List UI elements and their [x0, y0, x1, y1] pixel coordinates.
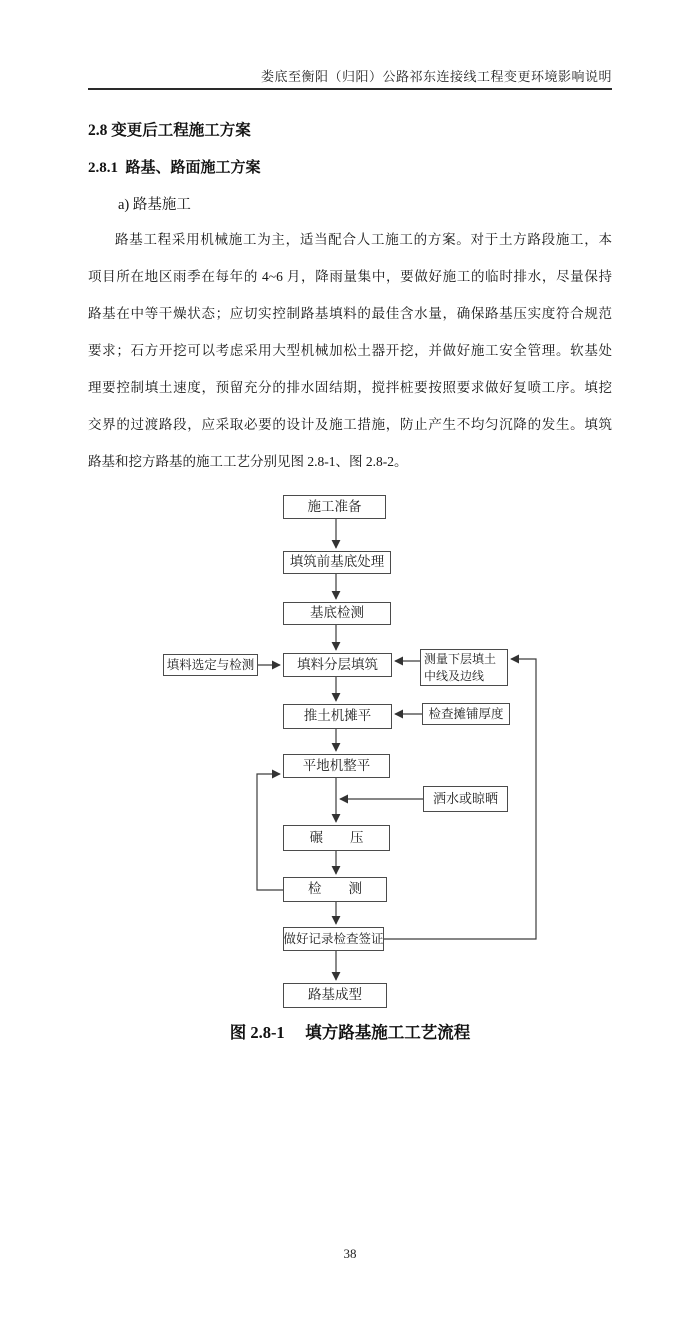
flow-aux-check-spread-thickness: 检查摊铺厚度: [422, 703, 510, 725]
flow-step-construction-preparation: 施工准备: [283, 495, 386, 519]
heading-a-roadbed: a) 路基施工: [118, 197, 191, 213]
heading-2-8: 2.8 变更后工程施工方案: [88, 122, 251, 139]
flow-step-rolling-compaction: 碾 压: [283, 825, 390, 851]
flow-step-testing: 检 测: [283, 877, 387, 902]
paragraph-line: 路基和挖方路基的施工工艺分别见图 2.8-1、图 2.8-2。: [88, 454, 408, 469]
flow-step-record-and-sign-off: 做好记录检查签证: [283, 927, 384, 951]
paragraph-line: 路基在中等干燥状态；应切实控制路基填料的最佳含水量，确保路基压实度符合规范: [88, 306, 612, 321]
paragraph-line: 理要控制填土速度，预留充分的排水固结期，搅拌桩要按照要求做好复喷工序。填挖: [88, 380, 612, 395]
body-paragraph: [88, 221, 612, 480]
heading-2-8-1: 2.8.1 路基、路面施工方案: [88, 160, 261, 176]
flow-step-base-treatment-before-filling: 填筑前基底处理: [283, 551, 391, 574]
flow-step-bulldozer-spreading: 推土机摊平: [283, 704, 392, 729]
flow-step-base-inspection: 基底检测: [283, 602, 391, 625]
paragraph-line: 路基工程采用机械施工为主，适当配合人工施工的方案。对于土方路段施工，本: [115, 232, 612, 247]
flow-aux-survey-centerline-edges: 测量下层填土中线及边线: [420, 649, 508, 686]
flow-feedback-left-loop: [257, 774, 283, 890]
flow-aux-material-selection-testing: 填料选定与检测: [163, 654, 258, 676]
header-title: 娄底至衡阳（归阳）公路祁东连接线工程变更环境影响说明: [260, 69, 612, 84]
header-divider: [88, 88, 612, 90]
figure-caption: 图 2.8-1 填方路基施工工艺流程: [229, 1023, 471, 1042]
flow-step-subgrade-formed: 路基成型: [283, 983, 387, 1008]
flow-step-layered-filling: 填料分层填筑: [283, 653, 392, 677]
paragraph-line: 项目所在地区雨季在每年的 4~6 月，降雨量集中，要做好施工的临时排水，尽量保持: [88, 269, 612, 284]
paragraph-line: 交界的过渡路段，应采取必要的设计及施工措施，防止产生不均匀沉降的发生。填筑: [88, 417, 612, 432]
flow-step-grader-leveling: 平地机整平: [283, 754, 390, 778]
paragraph-line: 要求；石方开挖可以考虑采用大型机械加松土器开挖，并做好施工安全管理。软基处: [88, 343, 612, 358]
page-number: 38: [343, 1246, 357, 1261]
flow-aux-watering-or-drying: 洒水或晾晒: [423, 786, 508, 812]
flow-feedback-right-loop: [383, 659, 536, 939]
